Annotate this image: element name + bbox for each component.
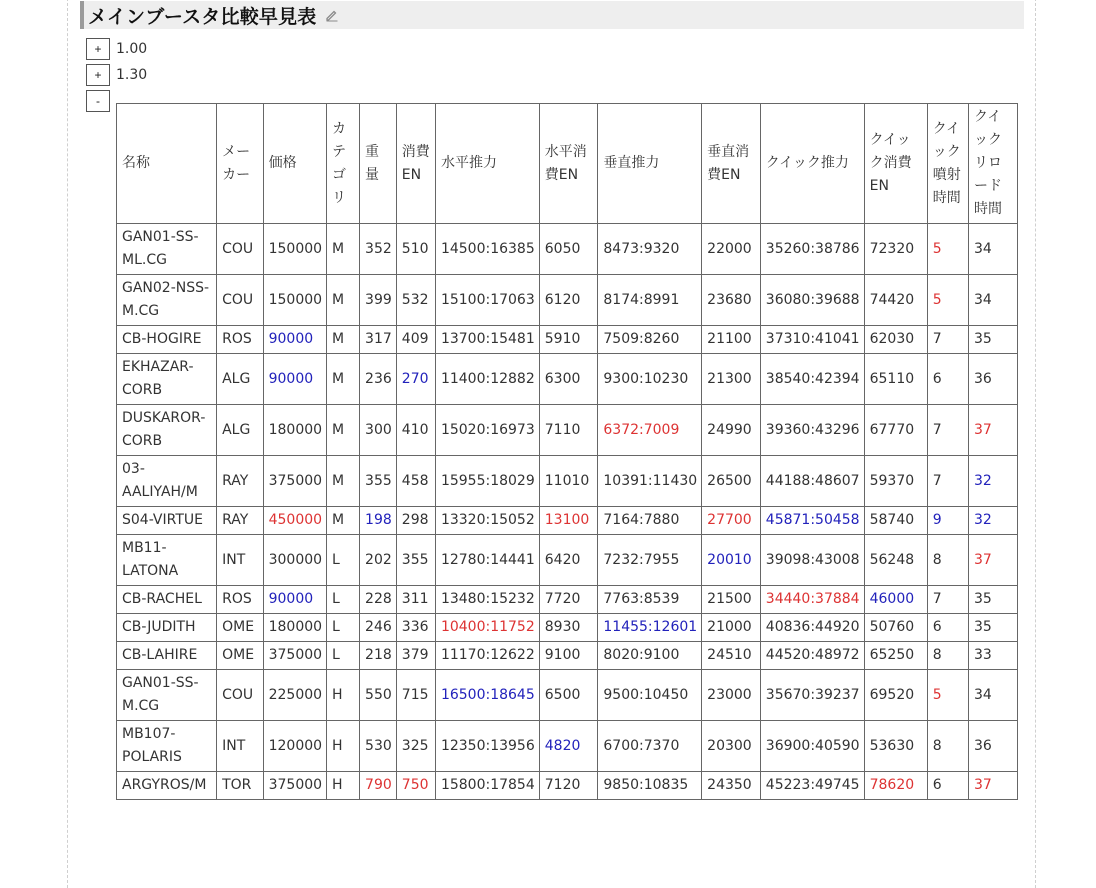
table-cell: OME <box>217 614 263 642</box>
column-header[interactable]: カテゴリ <box>327 104 360 224</box>
table-cell: M <box>327 456 360 507</box>
table-cell: 21500 <box>702 586 761 614</box>
table-cell: 379 <box>396 642 435 670</box>
table-cell: 39098:43008 <box>760 535 864 586</box>
table-cell: 270 <box>396 354 435 405</box>
table-cell: 37310:41041 <box>760 326 864 354</box>
part-name-cell: CB-RACHEL <box>117 586 217 614</box>
table-cell: 352 <box>360 224 397 275</box>
table-cell: 11010 <box>539 456 598 507</box>
table-cell: ROS <box>217 326 263 354</box>
table-row <box>117 507 1018 535</box>
table-cell: 45871:50458 <box>760 507 864 535</box>
table-cell: INT <box>217 535 263 586</box>
table-cell: 44188:48607 <box>760 456 864 507</box>
table-cell: 12350:13956 <box>435 721 539 772</box>
page-title: メインブースタ比較早見表 <box>88 5 317 28</box>
part-name-cell: GAN02-NSS-M.CG <box>117 275 217 326</box>
table-cell: 32 <box>968 456 1017 507</box>
table-cell: 150000 <box>263 224 326 275</box>
table-cell: 15020:16973 <box>435 405 539 456</box>
table-cell: 6700:7370 <box>598 721 702 772</box>
table-cell: 7 <box>927 405 968 456</box>
table-cell: 298 <box>396 507 435 535</box>
table-cell: 62030 <box>864 326 927 354</box>
column-header[interactable]: 水平消費EN <box>539 104 598 224</box>
table-cell: COU <box>217 275 263 326</box>
table-cell: INT <box>217 721 263 772</box>
table-cell: 375000 <box>263 642 326 670</box>
table-cell: M <box>327 507 360 535</box>
table-cell: 7120 <box>539 772 598 800</box>
table-row <box>117 405 1018 456</box>
table-cell: M <box>327 405 360 456</box>
table-cell: 9850:10835 <box>598 772 702 800</box>
table-cell: 34 <box>968 224 1017 275</box>
table-cell: ALG <box>217 354 263 405</box>
table-cell: RAY <box>217 456 263 507</box>
table-cell: 53630 <box>864 721 927 772</box>
table-cell: 8930 <box>539 614 598 642</box>
table-cell: 11455:12601 <box>598 614 702 642</box>
table-cell: 410 <box>396 405 435 456</box>
table-cell: 33 <box>968 642 1017 670</box>
table-cell: 6050 <box>539 224 598 275</box>
table-cell: 24350 <box>702 772 761 800</box>
table-cell: 10391:11430 <box>598 456 702 507</box>
table-cell: 24990 <box>702 405 761 456</box>
table-cell: 35260:38786 <box>760 224 864 275</box>
table-cell: 5 <box>927 224 968 275</box>
table-cell: 36080:39688 <box>760 275 864 326</box>
table-cell: 532 <box>396 275 435 326</box>
table-cell: 225000 <box>263 670 326 721</box>
table-cell: 218 <box>360 642 397 670</box>
table-row <box>117 614 1018 642</box>
version-toggle-1-00 <box>86 37 147 61</box>
table-cell: 6120 <box>539 275 598 326</box>
table-cell: 180000 <box>263 405 326 456</box>
table-cell: L <box>327 535 360 586</box>
table-cell: 65110 <box>864 354 927 405</box>
table-cell: 399 <box>360 275 397 326</box>
column-header[interactable]: クイック消費EN <box>864 104 927 224</box>
table-row <box>117 326 1018 354</box>
table-cell: 38540:42394 <box>760 354 864 405</box>
table-cell: 78620 <box>864 772 927 800</box>
column-header[interactable]: クイック推力 <box>760 104 864 224</box>
table-cell: 13320:15052 <box>435 507 539 535</box>
table-cell: 34 <box>968 275 1017 326</box>
table-cell: 23680 <box>702 275 761 326</box>
column-header[interactable]: 水平推力 <box>435 104 539 224</box>
table-cell: 311 <box>396 586 435 614</box>
part-name-cell: CB-LAHIRE <box>117 642 217 670</box>
collapse-button[interactable]: - <box>86 90 110 112</box>
table-cell: 202 <box>360 535 397 586</box>
table-cell: 180000 <box>263 614 326 642</box>
table-cell: 6300 <box>539 354 598 405</box>
table-cell: 750 <box>396 772 435 800</box>
table-cell: 26500 <box>702 456 761 507</box>
table-row <box>117 354 1018 405</box>
table-cell: 6420 <box>539 535 598 586</box>
table-cell: 7720 <box>539 586 598 614</box>
table-cell: 5 <box>927 670 968 721</box>
table-cell: 450000 <box>263 507 326 535</box>
table-cell: 45223:49745 <box>760 772 864 800</box>
table-cell: 50760 <box>864 614 927 642</box>
table-cell: 790 <box>360 772 397 800</box>
table-cell: 715 <box>396 670 435 721</box>
table-cell: TOR <box>217 772 263 800</box>
table-cell: 375000 <box>263 456 326 507</box>
table-cell: 10400:11752 <box>435 614 539 642</box>
table-cell: ALG <box>217 405 263 456</box>
booster-comparison-table <box>116 103 1018 800</box>
table-cell: 34 <box>968 670 1017 721</box>
table-cell: 23000 <box>702 670 761 721</box>
table-cell: 34440:37884 <box>760 586 864 614</box>
table-cell: 8020:9100 <box>598 642 702 670</box>
table-cell: 300 <box>360 405 397 456</box>
table-cell: 355 <box>396 535 435 586</box>
table-row <box>117 642 1018 670</box>
table-cell: H <box>327 772 360 800</box>
table-cell: COU <box>217 670 263 721</box>
table-row <box>117 670 1018 721</box>
table-cell: 7509:8260 <box>598 326 702 354</box>
table-cell: 35 <box>968 614 1017 642</box>
table-cell: ROS <box>217 586 263 614</box>
table-cell: 21100 <box>702 326 761 354</box>
table-cell: 58740 <box>864 507 927 535</box>
table-cell: 550 <box>360 670 397 721</box>
table-cell: 9100 <box>539 642 598 670</box>
table-cell: 6 <box>927 614 968 642</box>
table-cell: 20010 <box>702 535 761 586</box>
table-cell: 36 <box>968 354 1017 405</box>
table-row <box>117 535 1018 586</box>
table-cell: 246 <box>360 614 397 642</box>
table-cell: 6500 <box>539 670 598 721</box>
table-cell: 46000 <box>864 586 927 614</box>
table-cell: 8 <box>927 535 968 586</box>
table-cell: 12780:14441 <box>435 535 539 586</box>
column-header[interactable]: クイック噴射時間 <box>927 104 968 224</box>
table-cell: L <box>327 642 360 670</box>
table-cell: 44520:48972 <box>760 642 864 670</box>
table-cell: 69520 <box>864 670 927 721</box>
table-cell: 27700 <box>702 507 761 535</box>
table-cell: 36900:40590 <box>760 721 864 772</box>
table-cell: 67770 <box>864 405 927 456</box>
table-row <box>117 224 1018 275</box>
table-cell: 6 <box>927 354 968 405</box>
table-cell: 120000 <box>263 721 326 772</box>
table-cell: 24510 <box>702 642 761 670</box>
table-cell: 228 <box>360 586 397 614</box>
part-name-cell: S04-VIRTUE <box>117 507 217 535</box>
expand-button-1-00[interactable]: + <box>86 38 110 60</box>
table-cell: RAY <box>217 507 263 535</box>
table-cell: 150000 <box>263 275 326 326</box>
table-cell: 530 <box>360 721 397 772</box>
table-cell: 15800:17854 <box>435 772 539 800</box>
part-name-cell: MB11-LATONA <box>117 535 217 586</box>
table-cell: 11400:12882 <box>435 354 539 405</box>
table-cell: 9500:10450 <box>598 670 702 721</box>
table-row <box>117 721 1018 772</box>
table-cell: 65250 <box>864 642 927 670</box>
table-cell: 90000 <box>263 586 326 614</box>
table-cell: 39360:43296 <box>760 405 864 456</box>
table-cell: 336 <box>396 614 435 642</box>
table-cell: M <box>327 354 360 405</box>
table-cell: 5 <box>927 275 968 326</box>
table-cell: 9 <box>927 507 968 535</box>
table-cell: 7 <box>927 326 968 354</box>
table-cell: 8174:8991 <box>598 275 702 326</box>
table-cell: 375000 <box>263 772 326 800</box>
pencil-edit-icon[interactable] <box>325 8 339 22</box>
part-name-cell: EKHAZAR-CORB <box>117 354 217 405</box>
table-cell: 13100 <box>539 507 598 535</box>
table-cell: 7232:7955 <box>598 535 702 586</box>
table-cell: 7 <box>927 456 968 507</box>
table-cell: 21300 <box>702 354 761 405</box>
column-header[interactable]: 消費EN <box>396 104 435 224</box>
table-cell: 16500:18645 <box>435 670 539 721</box>
table-cell: L <box>327 586 360 614</box>
table-cell: 35 <box>968 326 1017 354</box>
table-row <box>117 275 1018 326</box>
table-row <box>117 772 1018 800</box>
table-cell: 40836:44920 <box>760 614 864 642</box>
expand-button-1-30[interactable]: + <box>86 64 110 86</box>
table-cell: 325 <box>396 721 435 772</box>
table-cell: M <box>327 326 360 354</box>
table-cell: 9300:10230 <box>598 354 702 405</box>
table-cell: 59370 <box>864 456 927 507</box>
column-header[interactable]: クイックリロード時間 <box>968 104 1017 224</box>
column-header[interactable]: 重量 <box>360 104 397 224</box>
table-cell: 236 <box>360 354 397 405</box>
table-cell: 37 <box>968 405 1017 456</box>
part-name-cell: GAN01-SS-ML.CG <box>117 224 217 275</box>
part-name-cell: CB-JUDITH <box>117 614 217 642</box>
table-cell: 13480:15232 <box>435 586 539 614</box>
table-header-row <box>117 104 1018 224</box>
table-cell: 21000 <box>702 614 761 642</box>
table-cell: 355 <box>360 456 397 507</box>
part-name-cell: 03-AALIYAH/M <box>117 456 217 507</box>
table-cell: 198 <box>360 507 397 535</box>
table-cell: 15955:18029 <box>435 456 539 507</box>
version-label-1-00: 1.00 <box>116 41 148 57</box>
table-cell: 8 <box>927 642 968 670</box>
table-cell: 22000 <box>702 224 761 275</box>
table-cell: 4820 <box>539 721 598 772</box>
table-cell: 72320 <box>864 224 927 275</box>
table-row <box>117 456 1018 507</box>
table-cell: 11170:12622 <box>435 642 539 670</box>
table-cell: 6 <box>927 772 968 800</box>
part-name-cell: CB-HOGIRE <box>117 326 217 354</box>
column-header[interactable]: 価格 <box>263 104 326 224</box>
table-body <box>117 224 1018 800</box>
table-collapse-toggle <box>86 89 110 113</box>
table-cell: 37 <box>968 535 1017 586</box>
table-cell: 7110 <box>539 405 598 456</box>
table-cell: M <box>327 224 360 275</box>
column-header[interactable]: メーカー <box>217 104 263 224</box>
table-cell: 32 <box>968 507 1017 535</box>
table-cell: 13700:15481 <box>435 326 539 354</box>
version-label-1-30: 1.30 <box>116 67 148 83</box>
column-header[interactable]: 垂直消費EN <box>702 104 761 224</box>
part-name-cell: ARGYROS/M <box>117 772 217 800</box>
table-cell: 36 <box>968 721 1017 772</box>
version-toggle-1-30 <box>86 63 147 87</box>
table-cell: 409 <box>396 326 435 354</box>
table-cell: OME <box>217 642 263 670</box>
table-cell: H <box>327 721 360 772</box>
table-cell: 15100:17063 <box>435 275 539 326</box>
table-row <box>117 586 1018 614</box>
table-cell: 14500:16385 <box>435 224 539 275</box>
table-cell: 37 <box>968 772 1017 800</box>
table-cell: COU <box>217 224 263 275</box>
table-cell: 74420 <box>864 275 927 326</box>
table-cell: 317 <box>360 326 397 354</box>
section-heading <box>80 1 1024 29</box>
table-cell: 56248 <box>864 535 927 586</box>
table-cell: 7164:7880 <box>598 507 702 535</box>
column-header[interactable]: 垂直推力 <box>598 104 702 224</box>
table-cell: 6372:7009 <box>598 405 702 456</box>
part-name-cell: MB107-POLARIS <box>117 721 217 772</box>
table-cell: 35670:39237 <box>760 670 864 721</box>
table-cell: 8473:9320 <box>598 224 702 275</box>
table-cell: 300000 <box>263 535 326 586</box>
table-cell: 458 <box>396 456 435 507</box>
table-cell: M <box>327 275 360 326</box>
table-cell: 20300 <box>702 721 761 772</box>
table-cell: H <box>327 670 360 721</box>
table-cell: 35 <box>968 586 1017 614</box>
part-name-cell: DUSKAROR-CORB <box>117 405 217 456</box>
table-cell: 90000 <box>263 326 326 354</box>
table-cell: L <box>327 614 360 642</box>
table-cell: 90000 <box>263 354 326 405</box>
table-cell: 5910 <box>539 326 598 354</box>
part-name-cell: GAN01-SS-M.CG <box>117 670 217 721</box>
column-header[interactable]: 名称 <box>117 104 217 224</box>
table-cell: 510 <box>396 224 435 275</box>
table-cell: 7763:8539 <box>598 586 702 614</box>
table-cell: 8 <box>927 721 968 772</box>
table-cell: 7 <box>927 586 968 614</box>
